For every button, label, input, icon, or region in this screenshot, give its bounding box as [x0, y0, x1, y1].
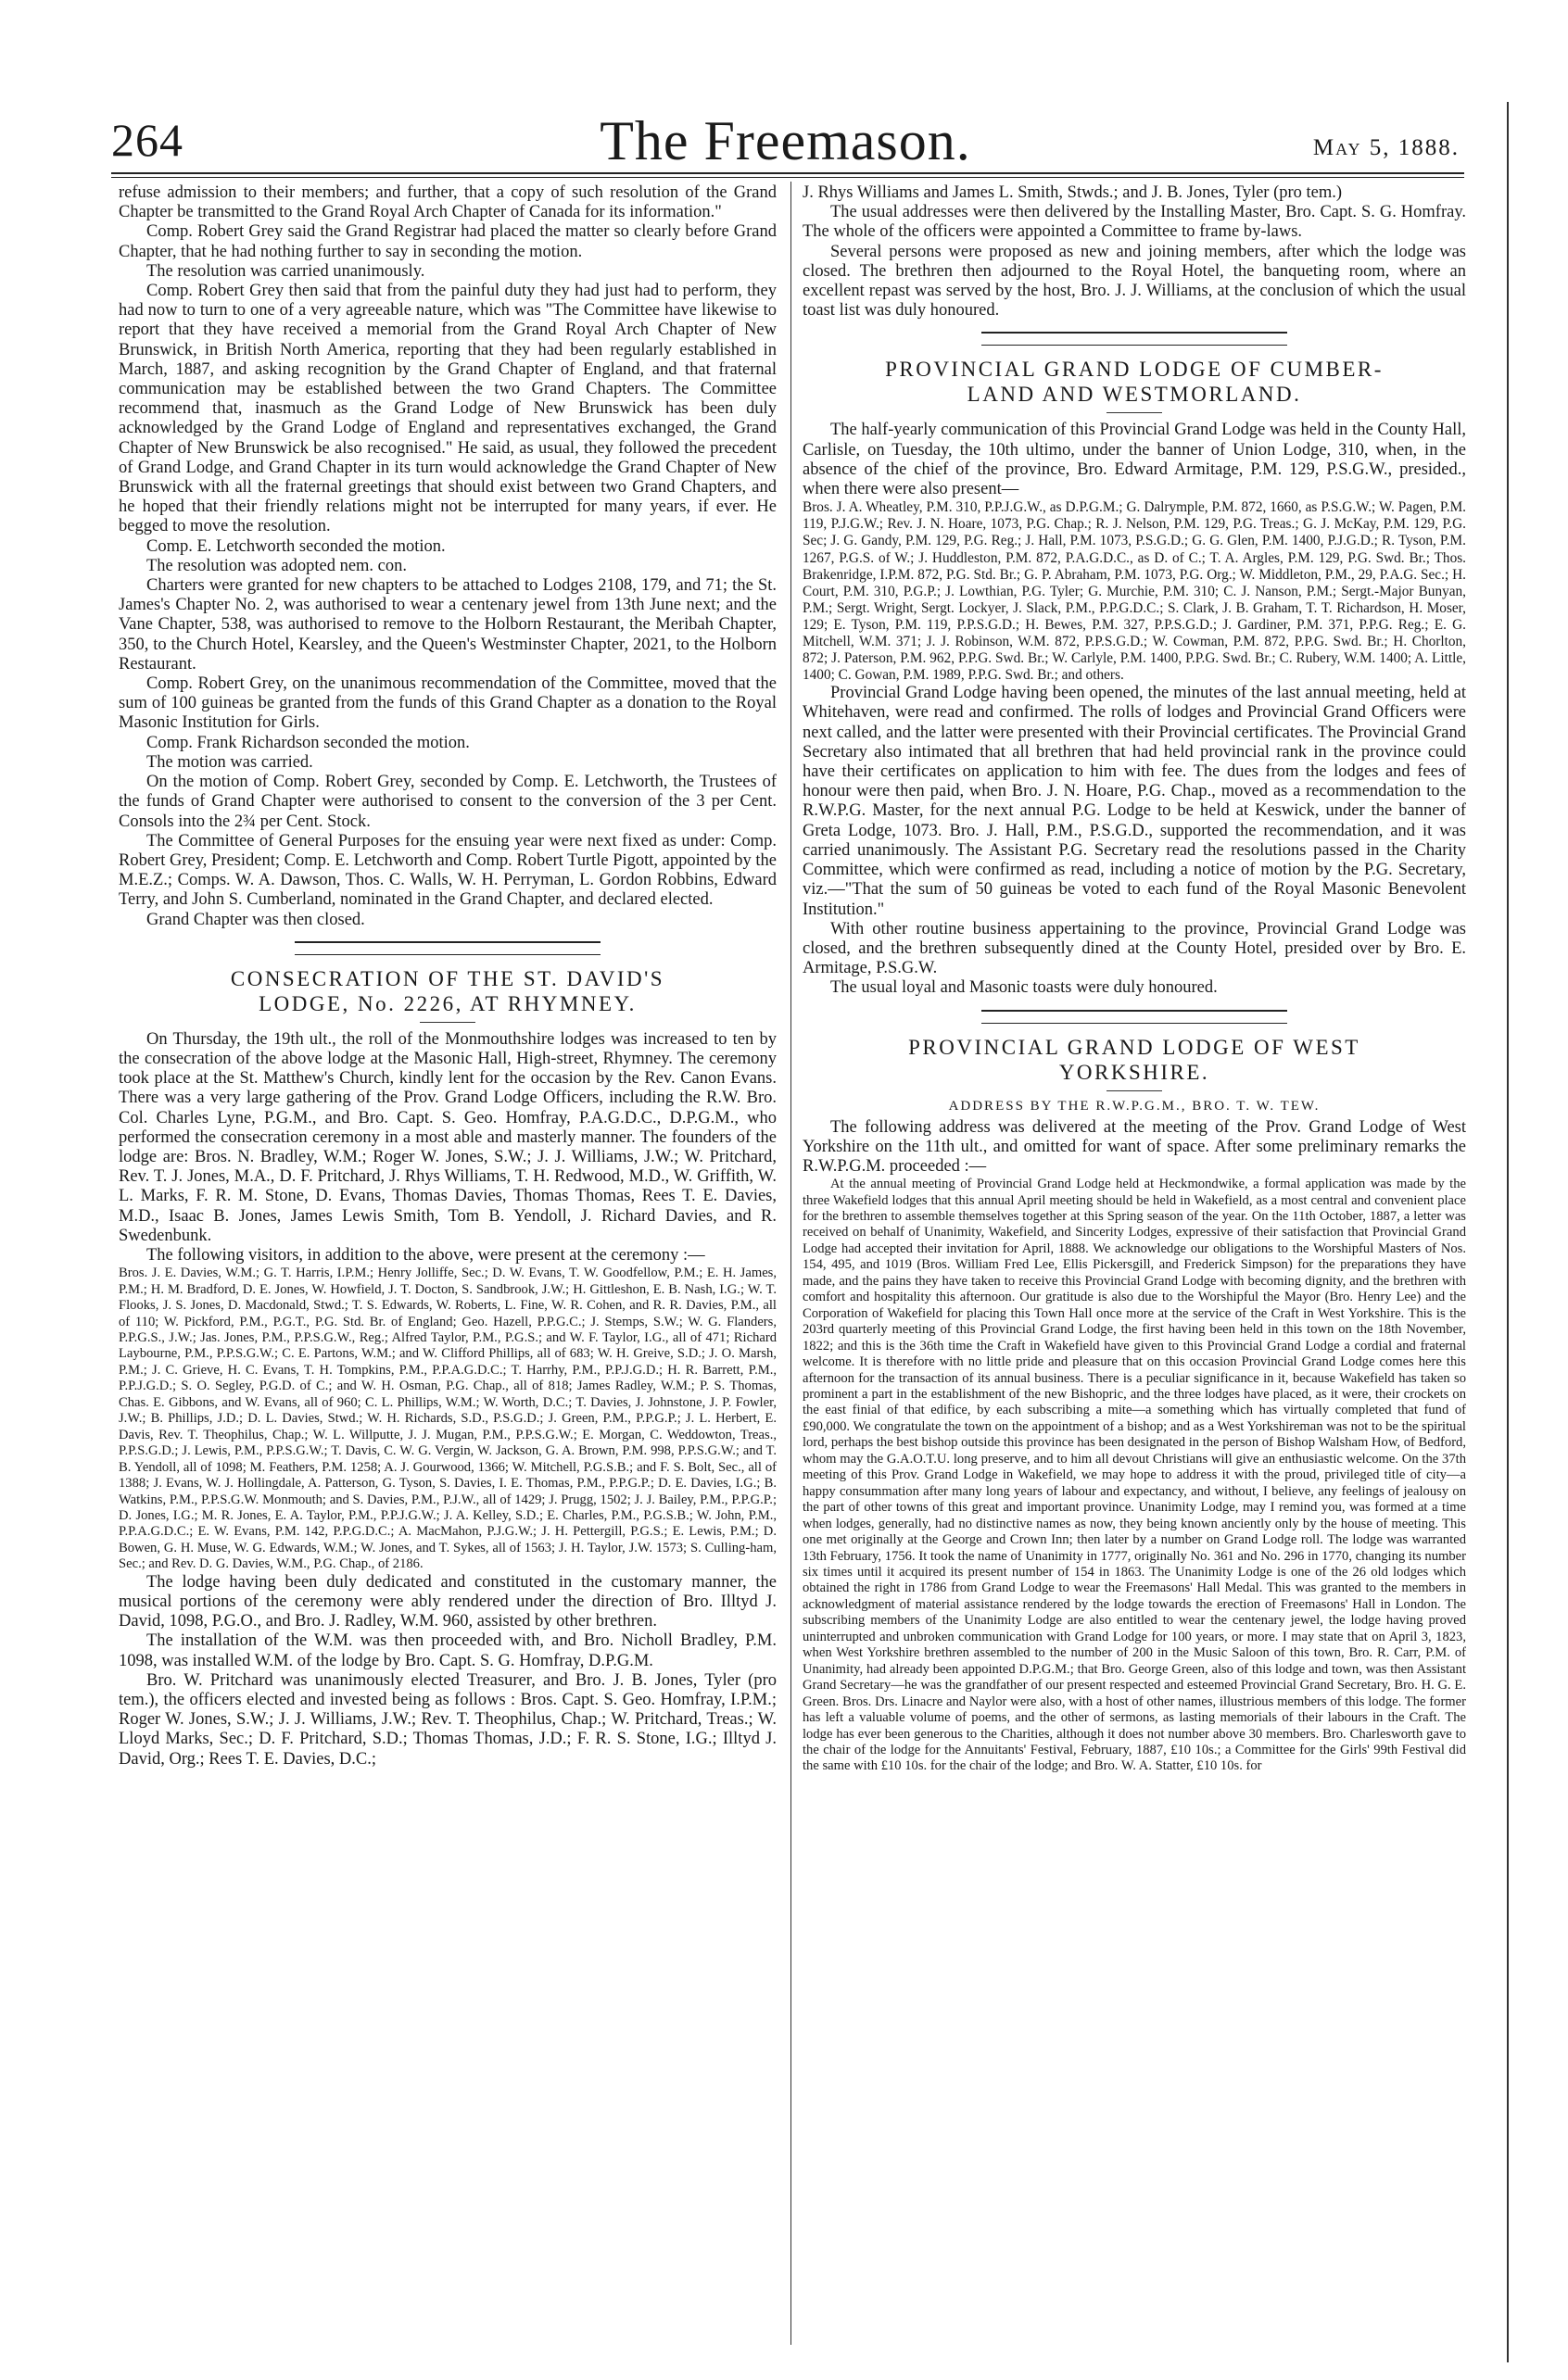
article-paragraph: Bro. W. Pritchard was unanimously elected Treasurer, and Bro. J. B. Jones, Tyler (pro tem.), the officers elected and invested being as follows : Bros. Capt. S. Geo. Homfray, I.P.M.; Roger W. Jones, S.W.; J. J. Williams, J.W.; Rev. T. Theophilus, Chap.; W. Pritchard, Treas.; W. Lloyd Marks, Sec.; D. F. Pritchard, S.D.; Thomas Thomas, J.D.; F. R. S. Stone, I.G.; Illtyd J. David, Org.; Rees T. E. Davies, D.C.; [119, 1670, 777, 1769]
article-paragraph: Comp. Robert Grey said the Grand Registrar had placed the matter so clearly before Grand Chapter, that he had nothing further to say in seconding the motion. [119, 222, 777, 261]
section-heading: CONSECRATION OF THE ST. DAVID'S [230, 966, 665, 990]
section-heading: YORKSHIRE. [1058, 1060, 1210, 1084]
page-number: 264 [111, 114, 183, 166]
section-rule [981, 332, 1287, 334]
article-paragraph: The resolution was carried unanimously. [146, 261, 425, 281]
right-column [803, 183, 1466, 2351]
section-rule [295, 941, 601, 943]
attendee-list: Bros. J. A. Wheatley, P.M. 310, P.P.J.G.W., as D.P.G.M.; G. Dalrymple, P.M. 872, 1660, as P.S.G.W.; W. Pagen, P.M. 119, P.J.G.W.; Rev. J. N. Hoare, 1073, P.G. Chap.; R. J. Nelson, P.M. 129, P.G. Treas.; G. J. McKay, P.M. 129, P.G. Sec; J. G. Gandy, P.M. 129, P.G. Reg.; J. Hall, P.M. 1073, P.S.G.D.; G. G. Glen, P.M. 1400, P.J.G.D.; R. Tyson, P.M. 1267, P.G.S. of W.; J. Huddleston, P.M. 872, P.A.G.D.C., as D. of C.; T. A. Argles, P.M. 129, P.G. Swd. Br.; Thos. Brakenridge, I.P.M. 872, P.G. Std. Br.; G. P. Abraham, P.M. 1073, P.G. Org.; W. Middleton, P.M., 29, P.A.G. Sec.; H. Court, P.M. 310, P.G.P.; J. Lowthian, P.G. Tyler; G. Murchie, P.M. 310; C. J. Nanson, P.M.; Sergt.-Major Bunyan, P.M.; Sergt. Wright, Sergt. Lockyer, J. Slack, P.M., P.P.G.D.C.; S. Clark, J. B. Graham, T. T. Richardson, H. Moser, 129; E. Tyson, P.M. 119, P.P.S.G.D.; H. Bewes, P.M. 327, P.P.S.G.D.; J. Gardiner, P.M. 371, P.P.G. Reg.; E. G. Mitchell, W.M. 371; J. J. Robinson, W.M. 872, P.P.S.G.D.; W. Cowman, P.M. 872, P.P.G. Swd. Br.; H. Chorlton, 872; J. Paterson, P.M. 962, P.P.G. Swd. Br.; W. Carlyle, P.M. 1400, P.P.G. Swd. Br.; C. Rubery, W.M. 1400; A. Little, 1400; C. Gowan, P.M. 1989, P.P.G. Swd. Br.; and others. [803, 499, 1466, 684]
section-rule [981, 1010, 1287, 1012]
article-paragraph: The half-yearly communication of this Provincial Grand Lodge was held in the County Hall, Carlisle, on Tuesday, the 10th ultimo, under the banner of Union Lodge, 310, when, in the absence of the chief of the province, Bro. Edward Armitage, P.M. 129, P.S.G.W., presided., when there were also present— [803, 421, 1466, 499]
newspaper-title: The Freemason. [600, 110, 971, 171]
section-heading: PROVINCIAL GRAND LODGE OF WEST [908, 1035, 1360, 1059]
article-paragraph: With other routine business appertaining to the province, Provincial Grand Lodge was closed, and the brethren subsequently dined at the County Hotel, presided over by Bro. E. Armitage, P.S.G.W. [803, 919, 1466, 978]
address-text: At the annual meeting of Provincial Grand Lodge held at Heckmondwike, a formal application was made by the three Wakefield lodges that this annual April meeting should be held in Wakefield, as a most central and convenient place for the brethren to assemble themselves together at this Spring season of the year. On the 11th October, 1887, a letter was received on behalf of Unanimity, Wakefield, and Sincerity Lodges, expressive of their satisfaction that Provincial Grand Lodge had accepted their invitation for April, 1888. We acknowledge our obligations to the Worshipful Masters of Nos. 154, 495, and 1019 (Bros. William Fred Lee, Ellis Pickersgill, and Frederick Simpson) for the preparations they have made, and the pains they have taken to receive this Provincial Grand Lodge with becoming dignity, and the brethren with comfort and hospitality this afternoon. Our gratitude is also due to the Worshipful the Mayor (Bro. Henry Lee) and the Corporation of Wakefield for placing this Town Hall once more at the service of the Craft in West Yorkshire. This is the 203rd quarterly meeting of this Provincial Grand Lodge, the first having been held in this town on the 18th November, 1822; and this is the 36th time the Craft in Wakefield have given to this Provincial Grand Lodge a cordial and fraternal welcome. It is therefore with no little pride and pleasure that on this occasion Provincial Grand Lodge comes here this afternoon for the transaction of its annual business. There is a peculiar significance in it, because Wakefield has taken so prominent a part in the establishment of the new Bishopric, and the three lodges have placed, as it were, their crockets on the east finial of that edifice, by each subscribing a mite—a something which has virtually completed that fund of £90,000. We congratulate the town on the appointment of a bishop; and as a West Yorkshireman was not to be the spiritual lord, perhaps the best bishop outside this province has been designated in the person of Bishop Walsham How, of Bedford, whom may the G.A.O.T.U. long preserve, and to him all devout Christians will give an enthusiastic welcome. On the 37th meeting of this Prov. Grand Lodge in Wakefield, we may hope to address it with the proud, privileged title of city—a happy consummation after many long years of labour and expectancy, and without, I believe, any feelings of jealousy on the part of other towns of this great and important province. Unanimity Lodge, may I remind you, was formed at a time when lodges, generally, had no distinctive names as now, they being known anciently only by the house of meeting. This one met originally at the George and Crown Inn; then later by a number on Grand Lodge roll. The lodge was warranted 13th February, 1756. It took the name of Unanimity in 1777, originally No. 361 and No. 296 in 1770, changing its number six times until it acquired its present number of 154 in 1863. The Unanimity Lodge is one of the 26 old lodges which obtained the right in 1786 from Grand Lodge to wear the Freemasons' Hall Medal. This was granted to the members in acknowledgment of material assistance rendered by the lodge towards the erection of Freemasons' Hall in London. The subscribing members of the Unanimity Lodge are also entitled to wear the centenary jewel, the lodge having proved uninterrupted and unbroken communication with Grand Lodge for 100 years, or more. I may state that on April 3, 1823, when West Yorkshire brethren assembled to the number of 200 in the Music Saloon of this town, Bro. R. Carr, P.M. of Unanimity, had already been appointed D.P.G.M.; that Bro. George Green, also of this lodge and town, was then Assistant Grand Secretary—he was the grandfather of our present respected and esteemed Provincial Grand Secretary, Bro. H. G. E. Green. Bros. Drs. Linacre and Naylor were also, with a host of other names, illustrious members of this lodge. The former has left a valuable volume of poems, and the other of sermons, as lasting memorials of their labours in the Craft. The lodge has ever been generous to the Charities, although it does not number above 30 members. Bro. Charlesworth gave to the chair of the lodge for the Annuitants' Festival, February, 1887, £10 10s.; a Committee for the Girls' 99th Festival did the same with £10 10s. for the chair of the lodge; and Bro. W. A. Statter, £10 10s. for [803, 1177, 1466, 1774]
column-divider [790, 182, 791, 2345]
article-paragraph: Several persons were proposed as new and joining members, after which the lodge was closed. The brethren then adjourned to the Royal Hotel, the banqueting room, where an excellent repast was served by the host, Bro. J. J. Williams, at the conclusion of which the usual toast list was duly honoured. [803, 242, 1466, 321]
article-paragraph: The usual loyal and Masonic toasts were duly honoured. [830, 978, 1218, 998]
heading-rule [1106, 1090, 1162, 1091]
article-paragraph: On the motion of Comp. Robert Grey, seconded by Comp. E. Letchworth, the Trustees of the funds of Grand Chapter were authorised to consent to the conversion of the 3 per Cent. Consols into the 2¾ per Cent. Stock. [119, 773, 777, 831]
article-paragraph: Provincial Grand Lodge having been opened, the minutes of the last annual meeting, held at Whitehaven, were read and confirmed. The rolls of lodges and Provincial Grand Officers were next called, and the latter were presented with their Provincial certificates. The Provincial Grand Secretary also intimated that all brethren that had held provincial rank in the province could have their certificates on application to him with fee. The dues from the lodges and fees of honour were then paid, when Bro. J. N. Hoare, P.G. Chap., moved as a recommendation to the R.W.P.G. Master, for the next annual P.G. Lodge to be held at Keswick, under the banner of Greta Lodge, 1073. Bro. J. Hall, P.M., P.S.G.D., supported the recommendation, and it was carried unanimously. The Assistant P.G. Secretary read the resolutions passed in the Charity Committee, which were confirmed as read, including a notice of motion by the P.G. Secretary, viz.—"That the sum of 50 guineas be voted to each fund of the Royal Masonic Benevolent Institution." [803, 684, 1466, 919]
article-paragraph: Comp. Frank Richardson seconded the motion. [146, 733, 470, 752]
article-paragraph: The motion was carried. [146, 752, 313, 772]
article-paragraph: On Thursday, the 19th ult., the roll of the Monmouthshire lodges was increased to ten by the consecration of the above lodge at the Masonic Hall, High-street, Rhymney. The ceremony took place at the St. Matthew's Church, kindly lent for the occasion by the Rev. Canon Evans. There was a very large gathering of the Prov. Grand Lodge Officers, including the R.W. Bro. Col. Charles Lyne, P.G.M., and Bro. Capt. S. Geo. Homfray, P.A.G.D.C., D.P.G.M., who performed the consecration ceremony in a most able and masterly manner. The founders of the lodge are: Bros. N. Bradley, W.M.; Roger W. Jones, S.W.; J. J. Williams, J.W.; W. Pritchard, Rev. T. J. Jones, M.A., D. F. Pritchard, J. Rhys Williams, T. H. Redwood, M.D., W. Griffith, W. L. Marks, F. R. M. Stone, D. Evans, Thomas Davies, Thomas Thomas, Rees T. E. Davies, M.D., Isaac B. Jones, James Lewis Smith, Tom B. Yendoll, J. Richard Davies, and R. Swedenbunk. [119, 1029, 777, 1245]
section-subheading: ADDRESS BY THE R.W.P.G.M., BRO. T. W. TEW. [948, 1098, 1321, 1114]
left-column [119, 183, 777, 2351]
article-paragraph: The installation of the W.M. was then proceeded with, and Bro. Nicholl Bradley, P.M. 1098, was installed W.M. of the lodge by Bro. Capt. S. G. Homfray, D.P.G.M. [119, 1631, 777, 1670]
article-paragraph: The Committee of General Purposes for the ensuing year were next fixed as under: Comp. Robert Grey, President; Comp. E. Letchworth and Comp. Robert Turtle Pigott, appointed by the M.E.Z.; Comps. W. A. Dawson, Thos. C. Walls, W. H. Perryman, L. Gordon Robbins, Edward Terry, and John S. Cumberland, nominated in the Grand Chapter, and declared elected. [119, 831, 777, 910]
page-edge-rule [1507, 102, 1509, 2362]
article-paragraph: Comp. Robert Grey, on the unanimous recommendation of the Committee, moved that the sum of 100 guineas be granted from the funds of this Grand Chapter as a donation to the Royal Masonic Institution for Girls. [119, 674, 777, 733]
heading-rule [420, 1022, 475, 1023]
section-rule-thin [295, 954, 601, 955]
article-paragraph: The lodge having been duly dedicated and constituted in the customary manner, the musical portions of the ceremony were ably rendered under the direction of Bro. Illtyd J. David, 1098, P.G.O., and Bro. J. Radley, W.M. 960, assisted by other brethren. [119, 1572, 777, 1631]
section-rule-thin [981, 345, 1287, 346]
section-rule-thin [981, 1023, 1287, 1024]
article-paragraph: J. Rhys Williams and James L. Smith, Stwds.; and J. B. Jones, Tyler (pro tem.) [803, 183, 1343, 202]
article-paragraph: The usual addresses were then delivered by the Installing Master, Bro. Capt. S. G. Homfray. The whole of the officers were appointed a Committee to frame by-laws. [803, 203, 1466, 242]
article-paragraph: The following visitors, in addition to the above, were present at the ceremony :— [146, 1245, 705, 1265]
section-heading: LAND AND WESTMORLAND. [967, 383, 1302, 407]
section-heading: LODGE, No. 2226, AT RHYMNEY. [259, 991, 637, 1015]
header-rule [111, 172, 1464, 174]
article-paragraph: refuse admission to their members; and further, that a copy of such resolution of the Grand Chapter be transmitted to the Grand Royal Arch Chapter of Canada for its information." [119, 183, 777, 222]
article-paragraph: The resolution was adopted nem. con. [146, 556, 408, 575]
article-paragraph: Comp. E. Letchworth seconded the motion. [146, 536, 446, 556]
visitor-list: Bros. J. E. Davies, W.M.; G. T. Harris, I.P.M.; Henry Jolliffe, Sec.; D. W. Evans, T. W. Goodfellow, P.M.; E. H. James, P.M.; H. M. Bradford, D. E. Jones, W. Howfield, J. T. Docton, S. Sandbrook, J.W.; H. Gittleshon, E. B. Nash, I.G.; W. T. Flooks, J. S. Jones, D. Macdonald, Stwd.; T. S. Edwards, W. Roberts, L. Fine, W. R. Cohen, and R. R. Davies, P.M., all of 110; W. Pickford, P.M., P.G.T., P.G. Std. Br. of England; Geo. Hazell, P.P.G.C.; J. Stemps, S.W.; W. G. Flanders, P.P.G.S., J.W.; Jas. Jones, P.M., P.P.S.G.W., Reg.; Alfred Taylor, P.M., P.G.S.; and W. F. Taylor, I.G., all of 471; Richard Laybourne, P.M., P.P.S.G.W.; C. E. Partons, W.M.; and W. Clifford Phillips, all of 683; W. H. Greive, S.D.; J. O. Marsh, P.M.; J. C. Grieve, H. C. Evans, T. H. Tompkins, P.M., P.P.A.G.D.C.; T. Harrhy, P.M., P.P.J.G.D.; H. R. Barrett, P.M., P.P.J.G.D.; S. O. Segley, P.G.D. of C.; and W. H. Osman, P.G. Chap., all of 818; James Radley, W.M.; P. S. Thomas, Chas. E. Gibbons, and W. Evans, all of 960; C. L. Phillips, W.M.; W. Worth, D.C.; T. Davies, J. Johnstone, J. P. Fowler, J.W.; B. Phillips, J.D.; D. L. Davies, Stwd.; W. H. Richards, S.D., P.S.G.D.; J. Green, P.M., P.P.G.P.; J. L. Herbert, E. Davis, Rev. T. Theophilus, Chap.; W. L. Willputte, J. J. Mugan, P.M., P.P.S.G.W.; E. Morgan, C. Weddowton, Treas., P.P.S.G.D.; J. Lewis, P.M., P.P.S.G.W.; T. Davis, C. W. G. Vergin, W. Jackson, G. A. Brown, P.M. 998, P.P.S.G.W.; and T. B. Yendoll, all of 1098; M. Feathers, P.M. 1258; A. J. Gourwood, 1366; W. Mitchell, P.G.S.B.; and F. S. Bolt, Sec., all of 1388; J. Evans, W. J. Hollingdale, A. Patterson, G. Tyson, S. Davies, I. E. Thomas, P.M., P.P.G.P.; D. E. Davies, I.G.; B. Watkins, P.M., P.P.S.G.W. Monmouth; and S. Davies, P.M., P.J.W., all of 1429; J. Prugg, 1502; J. J. Bailey, P.M., P.P.G.P.; D. Jones, I.G.; M. R. Jones, E. A. Taylor, P.M., P.P.J.G.W.; J. A. Kelley, S.D.; E. Charles, P.M., P.G.S.B.; W. John, P.M., P.P.A.G.D.C.; E. W. Evans, P.M. 142, P.P.G.D.C.; A. MacMahon, P.J.G.W.; J. H. Pettergill, P.G.S.; E. Lewis, P.M.; D. Bowen, G. H. Muse, W. G. Edwards, W.M.; W. Jones, and T. Sykes, all of 1563; J. H. Taylor, J.W. 1573; S. Culling-ham, Sec.; and Rev. D. G. Davies, W.M., P.G. Chap., of 2186. [119, 1266, 777, 1572]
issue-date: May 5, 1888. [1312, 135, 1460, 160]
heading-rule [1106, 412, 1162, 413]
article-paragraph: Charters were granted for new chapters to be attached to Lodges 2108, 179, and 71; the St. James's Chapter No. 2, was authorised to wear a centenary jewel from 13th June next; and the Vane Chapter, 538, was authorised to remove to the Holborn Restaurant, the Meribah Chapter, 350, to the Church Hotel, Kearsley, and the Queen's Westminster Chapter, 2021, to the Holborn Restaurant. [119, 576, 777, 674]
section-heading: PROVINCIAL GRAND LODGE OF CUMBER- [885, 358, 1384, 382]
article-paragraph: Comp. Robert Grey then said that from the painful duty they had just had to perform, they had now to turn to one of a very agreeable nature, which was "The Committee have likewise to report that they have received a memorial from the Grand Royal Arch Chapter of New Brunswick, in British North America, reporting that they had been regularly established in March, 1887, and asking recognition by the Grand Chapter of England, and that fraternal communication may be established between the two Grand Chapters. The Committee recommend that, inasmuch as the Grand Lodge of New Brunswick has been duly acknowledged by the Grand Lodge of England and representatives exchanged, the Grand Chapter of New Brunswick be also recognised." He said, as usual, they followed the precedent of Grand Lodge, and Grand Chapter in its turn would acknowledge the Grand Chapter of New Brunswick with all the fraternal greetings that should exist between two Grand Chapters, and he hoped that their friendly relations might not be interrupted for many years, if ever. He begged to move the resolution. [119, 282, 777, 536]
article-paragraph: The following address was delivered at the meeting of the Prov. Grand Lodge of West Yorkshire on the 11th ult., and omitted for want of space. After some preliminary remarks the R.W.P.G.M. proceeded :— [803, 1117, 1466, 1176]
header-rule-thin [111, 177, 1464, 178]
article-paragraph: Grand Chapter was then closed. [146, 910, 365, 929]
